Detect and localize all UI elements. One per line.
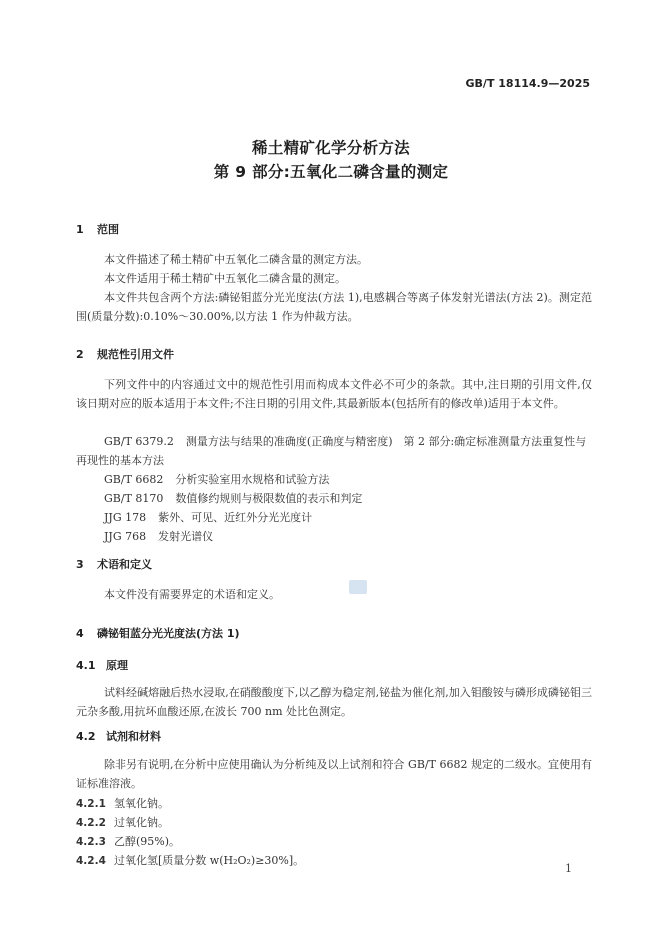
item-text: 过氧化钠。 [114, 816, 169, 829]
paragraph: 下列文件中的内容通过文中的规范性引用而构成本文件必不可少的条款。其中,注日期的引用文件,仅该日期对应的版本适用于本文件;不注日期的引用文件,其最新版本(包括所有的修改单)适用于本文件。 [76, 378, 592, 410]
reference-title: 发射光谱仪 [158, 530, 214, 543]
reference-title: 分析实验室用水规格和试验方法 [175, 473, 330, 486]
reference-code: GB/T 6379.2 [104, 435, 174, 448]
section-number: 4.2 [76, 730, 96, 743]
item-number: 4.2.1 [76, 798, 106, 810]
section-number: 4.1 [76, 659, 96, 672]
paragraph: 试料经碱熔融后热水浸取,在硝酸酸度下,以乙醇为稳定剂,铋盐为催化剂,加入钼酸铵与磷形成磷铋钼三元杂多酸,用抗坏血酸还原,在波长 700 nm 处比色测定。 [76, 686, 592, 718]
reference-item [76, 470, 592, 489]
reference-item [76, 508, 592, 527]
item-number: 4.2.2 [76, 817, 106, 829]
reference-item [76, 527, 592, 546]
section-number: 4 [76, 627, 84, 640]
reference-item [76, 432, 592, 470]
section-title: 原理 [106, 659, 128, 672]
section-4-2-heading [76, 728, 161, 744]
reference-title: 数值修约规则与极限数值的表示和判定 [175, 492, 363, 505]
item-text: 过氧化氢[质量分数 w(H₂O₂)≥30%]。 [114, 854, 305, 867]
section-1-heading [76, 221, 119, 237]
document-title-line2: 第 9 部分:五氧化二磷含量的测定 [213, 163, 449, 181]
document-title-line1: 稀土精矿化学分析方法 [251, 139, 410, 157]
reference-item [76, 489, 592, 508]
reference-code: GB/T 8170 [104, 492, 164, 505]
reference-title: 测量方法与结果的准确度(正确度与精密度) 第 2 部分:确定标准测量方法重复性与再现性的基本方法 [76, 435, 587, 467]
paragraph: 本文件没有需要界定的术语和定义。 [104, 588, 280, 601]
item-number: 4.2.4 [76, 855, 106, 867]
item-text: 氢氧化钠。 [114, 797, 169, 810]
reference-code: JJG 768 [104, 530, 147, 543]
section-2-heading [76, 346, 174, 362]
section-number: 2 [76, 348, 84, 361]
list-item [76, 852, 304, 868]
paragraph: 本文件描述了稀土精矿中五氧化二磷含量的测定方法。 [104, 253, 368, 266]
section-title: 磷铋钼蓝分光光度法(方法 1) [97, 627, 240, 640]
standard-number: GB/T 18114.9—2025 [465, 77, 590, 90]
paragraph: 除非另有说明,在分析中应使用确认为分析纯及以上试剂和符合 GB/T 6682 规定的二级水。宜使用有证标准溶液。 [76, 758, 592, 790]
section-3-heading [76, 556, 152, 572]
section-title: 范围 [97, 223, 119, 236]
list-item [76, 833, 180, 849]
reference-code: JJG 178 [104, 511, 147, 524]
list-item [76, 795, 169, 811]
section-number: 3 [76, 558, 84, 571]
page-number: 1 [565, 862, 572, 875]
reference-title: 紫外、可见、近红外分光光度计 [158, 511, 313, 524]
section-title: 规范性引用文件 [97, 348, 174, 361]
item-text: 乙醇(95%)。 [114, 835, 181, 848]
paragraph: 本文件共包含两个方法:磷铋钼蓝分光光度法(方法 1),电感耦合等离子体发射光谱法(方法 2)。测定范围(质量分数):0.10%～30.00%,以方法 1 作为仲裁方法。 [76, 291, 592, 323]
list-item [76, 814, 169, 830]
section-title: 术语和定义 [97, 558, 152, 571]
section-4-1-heading [76, 657, 128, 673]
section-title: 试剂和材料 [106, 730, 161, 743]
reference-code: GB/T 6682 [104, 473, 164, 486]
section-4-heading [76, 625, 240, 641]
item-number: 4.2.3 [76, 836, 106, 848]
paragraph: 本文件适用于稀土精矿中五氧化二磷含量的测定。 [104, 272, 346, 285]
section-number: 1 [76, 223, 84, 236]
